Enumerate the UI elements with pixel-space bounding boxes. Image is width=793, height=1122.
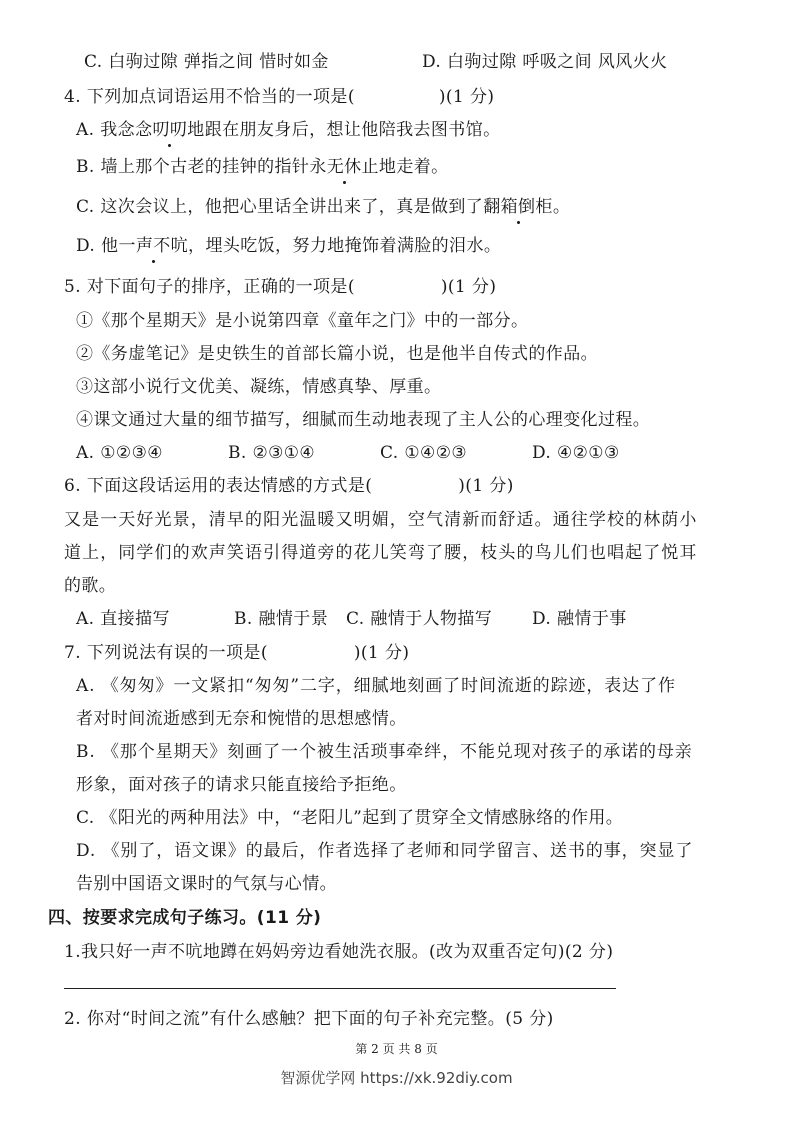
q6-option-b: B. 融情于景 [234,609,329,629]
option-text: A. 我念念 [76,120,153,140]
q7-option-c-line-1: C. 《阳光的两种用法》中，“老阳儿”起到了贯穿全文情感脉络的作用。 [76,808,624,828]
q4-option-b [76,155,449,179]
section-4-heading: 四、按要求完成句子练习。(11 分) [48,908,322,928]
score-label: )(1 分) [458,476,514,496]
section-4-question-1: 1.我只好一声不吭地蹲在妈妈旁边看她洗衣服。(改为双重否定句)(2 分) [64,942,614,962]
option-text: B. 墙上那个古老的挂钟的指针 [76,157,310,177]
score-label: )(1 分) [440,277,497,297]
answer-line[interactable] [64,988,616,989]
q5-option-b: B. ②③①④ [228,443,316,463]
question-stem-text: 6. 下面这段话运用的表达情感的方式是( [64,476,373,496]
q3-option-d: D. 白驹过隙 呼吸之间 风风火火 [422,52,668,72]
dotted-word-text: 一声不吭 [118,236,189,256]
q6-passage-line-2: 道上，同学们的欢声笑语引得道旁的花儿笑弯了腰，枝头的鸟儿们也唱起了悦耳 [64,543,698,563]
q3-option-c: C. 白驹过隙 弹指之间 惜时如金 [84,52,329,72]
option-text: ，埋头吃饭，努力地掩饰着满脸的泪水。 [188,236,502,256]
page-number: 第 2 页 共 8 页 [355,1042,438,1056]
dotted-word-text: 叨叨 [152,120,188,140]
q4-option-a [76,118,501,142]
q4-option-c [76,195,570,219]
q5-option-a: A. ①②③④ [76,443,163,463]
question-stem-text: 5. 对下面句子的排序，正确的一项是( [64,277,355,297]
question-7-stem [64,641,409,665]
question-6-stem [64,474,514,498]
q5-sentence-4: ④课文通过大量的细节描写，细腻而生动地表现了主人公的心理变化过程。 [76,410,651,430]
dotted-word [118,234,188,258]
q5-sentence-1: ①《那个星期天》是小说第四章《童年之门》中的一部分。 [76,311,529,331]
question-stem-text: 4. 下列加点词语运用不恰当的一项是( [64,87,355,107]
site-watermark: 智源优学网 https://xk.92diy.com [280,1069,513,1087]
q4-option-d [76,234,501,258]
dotted-word [483,195,553,219]
q5-sentence-3: ③这部小说行文优美、凝练，情感真挚、厚重。 [76,377,442,397]
dotted-word [309,155,379,179]
option-text: D. 他 [76,236,119,256]
dotted-word [152,118,187,142]
q7-option-d-line-1: D. 《别了，语文课》的最后，作者选择了老师和同学留言、送书的事，突显了 [76,841,694,861]
option-text: 地跟在朋友身后，想让他陪我去图书馆。 [187,120,501,140]
q5-option-d: D. ④②①③ [532,443,620,463]
q5-sentence-2: ②《务虚笔记》是史铁生的首部长篇小说，也是他半自传式的作品。 [76,344,598,364]
section-4-question-2: 2. 你对“时间之流”有什么感触？把下面的句子补充完整。(5 分) [64,1009,554,1029]
q7-option-a-line-1: A. 《匆匆》一文紧扣“匆匆”二字，细腻地刻画了时间流逝的踪迹，表达了作 [76,676,676,696]
dotted-word-text: 永无休止 [309,157,379,177]
q5-option-c: C. ①④②③ [380,443,467,463]
score-label: )(1 分) [353,643,410,663]
question-stem-text: 7. 下列说法有误的一项是( [64,643,268,663]
dotted-word-text: 翻箱倒柜 [483,197,553,217]
q6-passage-line-1: 又是一天好光景，清早的阳光温暖又明媚，空气清新而舒适。通往学校的林荫小 [64,510,698,530]
question-4-stem [64,85,494,109]
q6-option-c: C. 融情于人物描写 [346,609,493,629]
option-text: 地走着。 [378,157,449,177]
option-text: C. 这次会议上，他把心里话全讲出来了，真是做到了 [76,197,484,217]
q7-option-b-line-1: B. 《那个星期天》刻画了一个被生活琐事牵绊，不能兑现对孩子的承诺的母亲 [76,742,693,762]
question-5-stem [64,275,496,299]
q6-option-a: A. 直接描写 [76,609,170,629]
option-text: 。 [552,197,571,217]
q6-option-d: D. 融情于事 [532,609,627,629]
q7-option-d-line-2: 告别中国语文课时的气氛与心情。 [76,874,337,894]
q7-option-a-line-2: 者对时间流逝感到无奈和惋惜的思想感情。 [76,709,407,729]
q6-passage-line-3: 的歌。 [64,576,117,596]
q7-option-b-line-2: 形象，面对孩子的请求只能直接给予拒绝。 [76,775,407,795]
score-label: )(1 分) [438,87,495,107]
